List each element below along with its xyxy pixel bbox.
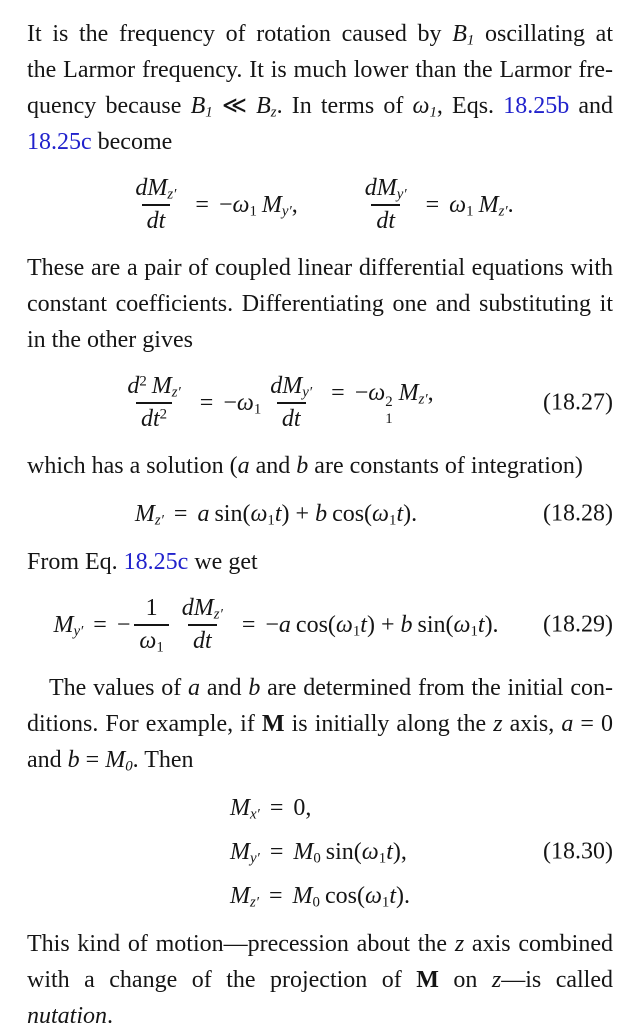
math-row [321,378,434,428]
math-symbol: d [270,373,283,399]
subscript: 1 [205,104,213,121]
math-symbol: ω [236,390,254,416]
relation-symbol: = [241,612,256,638]
math-symbol: M [147,175,168,201]
math-symbol: M [229,839,250,865]
text-run: and [200,675,249,701]
text-run: in the other gives [27,327,193,353]
math-symbol: ), [392,839,407,865]
subscript: 0 [125,758,133,775]
subscript: 1 [378,850,387,867]
text-run: axis combined [464,931,613,957]
equation-content [230,793,311,823]
math-symbol: ) + [366,612,401,638]
math-symbol: , [291,192,298,218]
math-symbol: B [452,21,467,47]
math-symbol: M [134,501,155,527]
subscript: 1 [466,32,475,49]
math-symbol: d [141,406,153,432]
fraction-numerator [177,595,228,624]
text-run: M [261,711,285,737]
text-run: axis, [502,711,562,737]
math-symbol: b [400,612,413,638]
text-run: are determined from the initial con- [260,675,614,701]
math-symbol: ) + [281,501,316,527]
math-symbol: cos( [324,883,365,909]
math-symbol: sin( [325,839,362,865]
text-run: with a change of the projection of [27,967,417,993]
subscript: z [270,104,277,121]
math-symbol: t [274,501,282,527]
math-symbol: d [376,208,389,234]
equation-content [230,881,410,911]
math-symbol: t [153,406,160,432]
superscript: 2 [159,406,168,423]
math-symbol: t [204,628,212,654]
subscript: 1 [381,894,390,911]
math-symbol: ω [368,379,386,406]
math-symbol: M [229,883,250,909]
text-run: , Eqs. [436,93,504,119]
eq-ref-link[interactable]: 18.25b [503,93,570,119]
paragraph-coupled-equations [27,250,613,358]
math-symbol: t [360,612,367,638]
math-symbol: , [427,379,434,406]
text-run: constant coefficients. Differentiating one and substituting it [27,291,613,317]
relation-symbol: = [269,795,284,821]
text-run: a [237,453,250,479]
text-run: on [438,967,492,993]
math-symbol: d [127,373,140,399]
text-run: and [569,93,614,119]
equation-number: (18.28) [543,500,613,527]
fraction-numerator [265,373,317,402]
math-symbol: M [293,839,314,865]
text-run: These are a pair of coupled linear differential equations with [27,255,613,281]
math-symbol: ω [372,501,389,527]
text-run: become [91,129,173,155]
math-row [185,190,297,220]
equation-18-27 [27,373,613,433]
text-run: are constants of integration) [308,453,583,479]
paragraph-solution-note [27,448,613,484]
sup-sub-stack [385,394,392,428]
fraction-numerator [141,595,163,624]
math-symbol: M [105,747,126,773]
math-symbol: ω [412,93,430,119]
subscript: z′ [249,894,259,911]
math-symbol: d [364,175,377,201]
math-symbol: ). [484,612,499,638]
math-symbol: a [278,612,291,638]
math-symbol: 1 [385,411,393,428]
text-run: b [296,453,309,479]
text-line [27,448,613,484]
relation-symbol: = [331,379,345,406]
math-symbol: M [376,175,397,201]
math-symbol: a [197,501,210,527]
equation-number: (18.27) [543,389,613,416]
math-symbol: M [292,883,313,909]
eq-ref-link[interactable]: 18.25c [123,549,189,575]
subscript: y′ [281,203,292,220]
text-run: b [67,747,80,773]
math-symbol: − [265,612,279,638]
equation-content [230,837,407,867]
text-line [27,706,613,742]
text-line [27,544,613,580]
math-var [413,93,437,119]
eq-ref-link[interactable]: 18.25c [27,129,92,155]
math-symbol: 0, [293,795,312,821]
math-symbol: d [135,175,148,201]
math-symbol: d [181,595,194,621]
math-var [256,93,276,119]
relation-symbol: = [173,501,188,527]
equation-content [27,373,613,433]
subscript: y′ [302,384,313,401]
subscript: z′ [171,384,181,401]
math-symbol: t [388,208,396,234]
math-symbol: d [192,628,205,654]
math-symbol: t [396,501,404,527]
math-symbol: 1 [145,595,158,621]
text-run: . [107,1003,114,1025]
text-line [27,52,613,88]
subscript: 0 [312,894,320,911]
subscript: 1 [429,104,437,121]
math-symbol: 2 [385,394,393,411]
text-line [27,670,613,706]
math-row [53,610,130,640]
subscript: y′ [249,850,260,867]
subscript: 1 [253,401,262,418]
text-line [27,286,613,322]
math-symbol: d [146,208,159,234]
text-run: b [248,675,261,701]
math-symbol: − [354,379,369,406]
fraction [360,175,412,235]
subscript: x′ [249,806,260,823]
fraction-denominator [136,402,172,433]
fraction-numerator [122,373,185,402]
math-symbol: sin( [417,612,454,638]
text-run: = 0 [573,711,614,737]
text-line [27,250,613,286]
math-symbol: M [478,192,499,218]
equation-number: (18.29) [543,611,613,638]
text-run: and [27,747,68,773]
subscript: 1 [267,512,275,529]
text-run: . In terms of [276,93,413,119]
equation-content [27,499,613,529]
math-symbol: t [389,883,397,909]
equation-content [27,595,613,655]
math-symbol: ω [453,612,471,638]
math-symbol: . [507,192,514,218]
equation-number: (18.30) [543,838,613,865]
fraction-numerator [360,175,412,204]
math-row [416,190,514,220]
relation-symbol: = [195,192,209,218]
math-symbol: ). [396,883,411,909]
fraction [134,595,168,655]
math-symbol: t [386,839,393,865]
text-line [27,322,613,358]
math-symbol: t [477,612,485,638]
text-run: . Then [132,747,194,773]
subscript: 1 [156,639,164,656]
math-var [191,93,213,119]
text-line [27,926,613,962]
text-run: the Larmor frequency. It is much lower than the Larmor fre- [27,57,613,83]
paragraph-from-eq-1825c [27,544,613,580]
subscript: z′ [213,606,223,623]
math-symbol: ω [361,839,379,865]
math-symbol: b [315,501,328,527]
subscript: z′ [418,391,428,408]
math-symbol: cos( [295,612,336,638]
math-row [135,499,417,529]
relation-symbol: = [199,390,214,416]
text-line [27,16,613,52]
fraction [130,175,181,235]
subscript: 1 [470,623,478,640]
text-run: nutation [27,1003,108,1025]
paragraph-initial-conditions [27,670,613,778]
math-row [232,610,499,640]
text-run: z [454,931,465,957]
text-run: oscillating at [474,21,613,47]
subscript: 1 [249,203,257,220]
math-symbol: B [190,93,206,119]
math-symbol: M [193,595,214,621]
relation-symbol: = [269,883,283,909]
math-symbol: ω [250,501,268,527]
math-symbol: M [398,379,419,406]
subscript: 1 [352,623,361,640]
fraction-numerator [130,175,181,204]
math-symbol: B [256,93,271,119]
math-var [452,21,474,47]
subscript: y′ [73,623,84,640]
subscript: 0 [313,850,321,867]
text-run: ditions. For example, if [27,711,262,737]
math-symbol: M [282,373,303,399]
equation-18-29 [27,595,613,655]
text-run: a [188,675,201,701]
text-run: From Eq. [27,549,124,575]
text-run: —is called [501,967,613,993]
text-line [27,962,613,1025]
subscript: 1 [389,512,397,529]
math-symbol: M [229,795,250,821]
text-run: is initially along the [284,711,494,737]
fraction [265,373,317,433]
math-symbol: t [293,406,301,432]
math-symbol: t [158,208,166,234]
fraction-denominator [142,204,171,235]
relation-symbol: = [425,192,440,218]
equation-content [27,175,613,235]
equation-unnumbered-pair [27,175,613,235]
text-run: z [493,711,503,737]
math-symbol: ). [403,501,418,527]
text-run: ≪ [212,93,257,119]
text-run: quency because [27,93,191,119]
fraction-denominator [188,624,217,655]
text-line [27,742,613,778]
math-symbol: − [223,390,237,416]
math-symbol: ω [364,883,382,909]
text-run: a [561,711,574,737]
text-run: It is the frequency of rotation caused by [27,21,453,47]
math-var [105,747,132,773]
fraction-denominator [277,402,306,433]
text-line [27,124,613,160]
math-symbol: − [218,192,233,218]
fraction [177,595,228,655]
math-symbol: ω [139,628,157,654]
subscript: z′ [154,512,164,529]
text-line [27,88,613,124]
text-run: which has a solution ( [27,453,238,479]
relation-symbol: = [269,839,284,865]
text-run: M [416,967,439,993]
text-run: z [491,967,502,993]
equation-stack-wrapper [27,793,613,911]
math-symbol: ω [232,192,250,218]
fraction-denominator [134,624,168,655]
superscript: 2 [139,373,147,390]
math-symbol: M [53,612,74,638]
equation-18-30 [27,793,613,911]
fraction-denominator [371,204,400,235]
text-run: The values of [49,675,189,701]
subscript: z′ [167,186,177,203]
math-symbol: d [281,406,294,432]
paragraph-nutation [27,926,613,1025]
fraction [122,373,185,433]
math-symbol: sin( [214,501,251,527]
equation-stack [230,793,410,911]
math-row [190,388,261,418]
math-row [230,837,407,867]
math-symbol: cos( [332,501,373,527]
equation-18-28 [27,499,613,529]
text-run: and [249,453,297,479]
paragraph-b1-frequency [27,16,613,160]
relation-symbol: = [93,612,107,638]
text-run: = [79,747,106,773]
subscript: y′ [396,186,407,203]
subscript: z′ [498,203,508,220]
math-symbol: ω [335,612,353,638]
math-row [230,881,410,911]
math-symbol: M [261,192,282,218]
subscript: 1 [466,203,474,220]
math-symbol: ω [449,192,467,218]
text-run: we get [188,549,258,575]
text-run: This kind of motion—precession about the [27,931,455,957]
math-symbol: M [151,373,172,399]
math-symbol: − [116,612,131,638]
math-row [230,793,311,823]
